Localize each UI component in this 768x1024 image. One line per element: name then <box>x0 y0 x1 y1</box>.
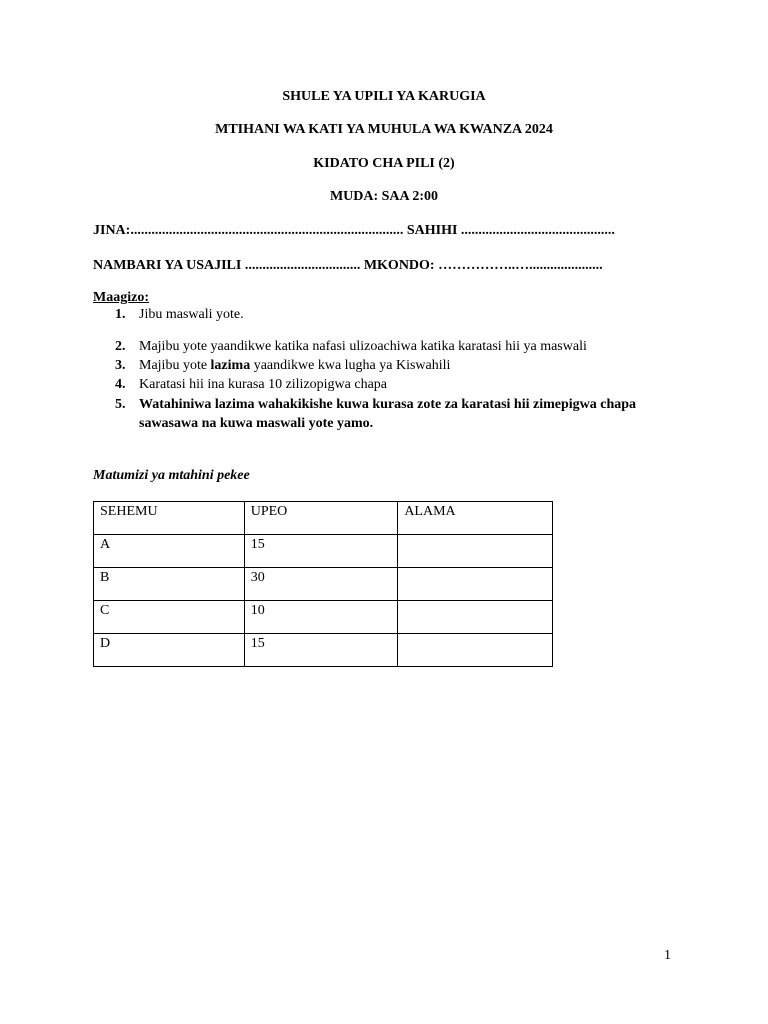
section-cell: C <box>94 601 245 634</box>
table-row <box>94 634 553 667</box>
exam-duration: MUDA: SAA 2:00 <box>329 189 439 204</box>
column-header: UPEO <box>244 502 398 535</box>
instruction-text: Watahiniwa lazima wahakikishe kuwa kurasa zote za karatasi hii zimepigwa chapa sawasawa na kuwa maswali yote yamo. <box>139 397 637 431</box>
table-row <box>94 601 553 634</box>
instruction-text: Karatasi hii ina kurasa 10 zilizopigwa chapa <box>139 377 388 392</box>
form-level: KIDATO CHA PILI (2) <box>313 156 455 171</box>
instruction-text-post: yaandikwe kwa lugha ya Kiswahili <box>250 358 451 373</box>
instruction-number: 1. <box>115 307 126 322</box>
table-header-row <box>94 502 553 535</box>
marks-cell[interactable] <box>398 568 553 601</box>
max-marks-cell: 30 <box>244 568 398 601</box>
section-cell: A <box>94 535 245 568</box>
examiner-use-title: Matumizi ya mtahini pekee <box>93 468 250 483</box>
exam-title: MTIHANI WA KATI YA MUHULA WA KWANZA 2024 <box>215 122 553 137</box>
registration-stream-line: NAMBARI YA USAJILI ................................. MKONDO: ……………..…..................... <box>93 258 603 273</box>
table-row <box>94 568 553 601</box>
instruction-emphasis: lazima <box>210 358 251 373</box>
marks-cell[interactable] <box>398 634 553 667</box>
instruction-text: Jibu maswali yote. <box>139 307 244 322</box>
page-number: 1 <box>664 948 671 963</box>
instruction-number: 5. <box>115 397 126 412</box>
section-cell: B <box>94 568 245 601</box>
instruction-text-pre: Majibu yote <box>139 358 211 373</box>
instruction-number: 4. <box>115 377 126 392</box>
marks-cell[interactable] <box>398 601 553 634</box>
marks-cell[interactable] <box>398 535 553 568</box>
instruction-text: Majibu yote yaandikwe katika nafasi ulizoachiwa katika karatasi hii ya maswali <box>139 339 587 354</box>
school-name: SHULE YA UPILI YA KARUGIA <box>282 89 486 104</box>
instruction-text <box>139 356 699 375</box>
instructions-title: Maagizo: <box>93 290 149 305</box>
max-marks-cell: 15 <box>244 535 398 568</box>
score-table <box>93 501 553 667</box>
column-header: ALAMA <box>398 502 553 535</box>
instruction-number: 2. <box>115 339 126 354</box>
section-cell: D <box>94 634 245 667</box>
instruction-number: 3. <box>115 358 126 373</box>
table-row <box>94 535 553 568</box>
max-marks-cell: 15 <box>244 634 398 667</box>
name-signature-line: JINA:.............................................................................. SAHIHI ............................................ <box>93 223 615 238</box>
max-marks-cell: 10 <box>244 601 398 634</box>
column-header: SEHEMU <box>94 502 245 535</box>
